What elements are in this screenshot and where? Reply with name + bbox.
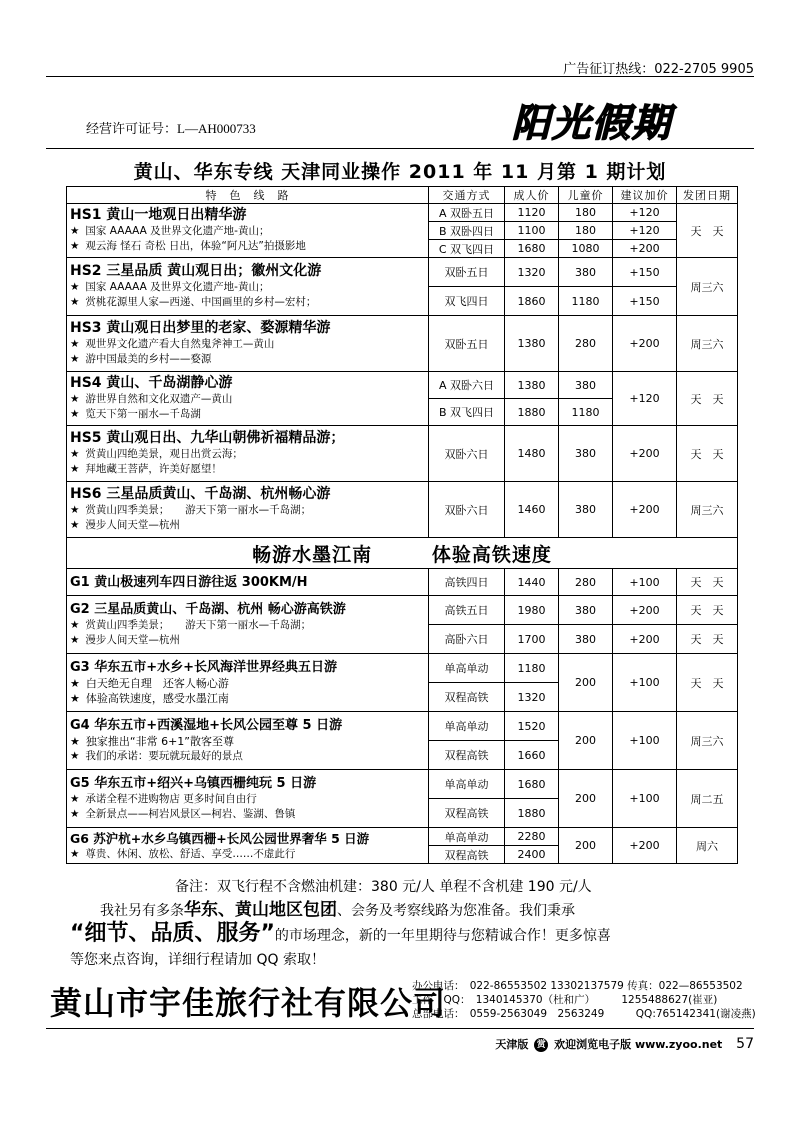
route-bullet: ★ 赏黄山四绝美景，观日出赏云海；	[70, 448, 243, 460]
route-name: HS3 黄山观日出梦里的老家、婺源精华游	[70, 320, 331, 336]
route-bullet: ★ 游中国最美的乡村——婺源	[70, 353, 212, 365]
route-name: HS4 黄山、千岛湖静心游	[70, 375, 233, 391]
adult-price: 1480	[505, 426, 559, 482]
badge-icon: 赏	[534, 1038, 548, 1052]
transport: 双飞四日	[429, 287, 505, 316]
route-name: HS1 黄山一地观日出精华游	[70, 207, 247, 223]
col-route: 特 色 线 路	[67, 187, 429, 204]
route-bullet: ★ 我们的承诺：要玩就玩最好的景点	[70, 750, 243, 762]
table-row	[67, 538, 738, 569]
route-bullet: ★ 赏桃花源里人家—西递、中国画里的乡村—宏村；	[70, 296, 317, 308]
adult-price: 1880	[505, 399, 559, 426]
route-hs4	[67, 372, 429, 426]
route-bullet: ★ 览天下第一丽水—千岛湖	[70, 408, 201, 420]
markup: +200	[613, 316, 677, 372]
route-bullet: ★ 全新景点——柯岩风景区—柯岩、鉴湖、鲁镇	[70, 808, 296, 820]
depart-date: 天 天	[677, 426, 738, 482]
brand-logo: 阳光假期	[512, 101, 673, 145]
promo-highlight: “细节、品质、服务”	[70, 921, 275, 946]
promo-text: 的市场理念，新的一年里期待与您精诚合作！更多惊喜	[274, 928, 611, 944]
markup: +150	[613, 258, 677, 287]
markup: +100	[613, 654, 677, 712]
route-bullet: ★ 尊贵、休闲、放松、舒适、享受……不虚此行	[70, 847, 296, 860]
adult-price: 2280	[505, 828, 559, 846]
route-name: G2 三星品质黄山、千岛湖、杭州 畅心游高铁游	[70, 602, 346, 617]
route-bullet: ★ 体验高铁速度，感受水墨江南	[70, 692, 229, 705]
child-price: 180	[559, 222, 613, 240]
table-row	[67, 482, 738, 538]
markup: +200	[613, 596, 677, 625]
promo-line-3: 等您来点咨询，详细行程请加 QQ 索取！	[70, 952, 325, 968]
markup: +200	[613, 426, 677, 482]
adult-price: 1180	[505, 654, 559, 683]
child-price: 380	[559, 426, 613, 482]
adult-price: 1680	[505, 240, 559, 258]
footer-text: 欢迎浏览电子版 www.zyoo.net	[554, 1038, 723, 1051]
route-g2	[67, 596, 429, 654]
promo-line-2	[70, 922, 750, 948]
banner-right: 体验高铁速度	[431, 543, 552, 566]
transport: 单高单动	[429, 712, 505, 741]
transport: 单高单动	[429, 828, 505, 846]
col-date: 发团日期	[677, 187, 738, 204]
route-bullet: ★ 游世界自然和文化双遗产—黄山	[70, 393, 233, 405]
adult-price: 1100	[505, 222, 559, 240]
depart-date: 周三六	[677, 316, 738, 372]
route-g6	[67, 828, 429, 864]
route-name: G5 华东五市+绍兴+乌镇西栅纯玩 5 日游	[70, 776, 317, 791]
title-rule	[46, 148, 754, 149]
child-price: 1180	[559, 287, 613, 316]
child-price: 280	[559, 569, 613, 596]
route-g1	[67, 569, 429, 596]
route-hs5	[67, 426, 429, 482]
route-hs3	[67, 316, 429, 372]
adult-price: 1700	[505, 625, 559, 654]
adult-price: 1320	[505, 258, 559, 287]
markup: +100	[613, 712, 677, 770]
route-bullet: ★ 拜地藏王菩萨，许美好愿望！	[70, 463, 222, 475]
transport: C 双飞四日	[429, 240, 505, 258]
depart-date: 周二五	[677, 770, 738, 828]
route-name: G1 黄山极速列车四日游往返 300KM/H	[70, 574, 308, 590]
remark-note: 备注：双飞行程不含燃油机建：380 元/人 单程不含机建 190 元/人	[175, 879, 592, 895]
depart-date: 天 天	[677, 596, 738, 625]
child-price: 380	[559, 258, 613, 287]
adult-price: 1460	[505, 482, 559, 538]
section-banner	[67, 538, 738, 569]
transport: 双程高铁	[429, 846, 505, 864]
table-row	[67, 426, 738, 482]
col-adult: 成人价	[505, 187, 559, 204]
promo-line-1	[70, 898, 780, 923]
transport: 双卧五日	[429, 258, 505, 287]
transport: 双卧五日	[429, 316, 505, 372]
route-bullet: ★ 承诺全程不进购物店 更多时间自由行	[70, 793, 257, 805]
route-hs6	[67, 482, 429, 538]
transport: A 双卧五日	[429, 204, 505, 222]
child-price: 280	[559, 316, 613, 372]
route-name: HS2 三星品质 黄山观日出；徽州文化游	[70, 263, 322, 279]
adult-price: 1440	[505, 569, 559, 596]
markup: +100	[613, 770, 677, 828]
transport: 双程高铁	[429, 741, 505, 770]
child-price: 200	[559, 712, 613, 770]
route-table	[66, 186, 738, 864]
route-bullet: ★ 赏黄山四季美景； 游天下第一丽水—千岛湖；	[70, 504, 312, 516]
table-row	[67, 712, 738, 741]
table-row	[67, 316, 738, 372]
page-number: 57	[736, 1036, 754, 1052]
child-price: 200	[559, 654, 613, 712]
table-row	[67, 569, 738, 596]
transport: 双程高铁	[429, 799, 505, 828]
adult-price: 1660	[505, 741, 559, 770]
depart-date: 周三六	[677, 258, 738, 316]
route-name: G3 华东五市+水乡+长风海洋世界经典五日游	[70, 660, 338, 675]
transport: B 双飞四日	[429, 399, 505, 426]
depart-date: 天 天	[677, 625, 738, 654]
markup: +200	[613, 482, 677, 538]
child-price: 380	[559, 596, 613, 625]
transport: 单高单动	[429, 770, 505, 799]
markup: +100	[613, 569, 677, 596]
table-row	[67, 372, 738, 399]
adult-price: 1320	[505, 683, 559, 712]
table-row	[67, 770, 738, 799]
route-g5	[67, 770, 429, 828]
adult-price: 1980	[505, 596, 559, 625]
transport: 双卧六日	[429, 426, 505, 482]
depart-date: 天 天	[677, 204, 738, 258]
adult-price: 1520	[505, 712, 559, 741]
route-bullet: ★ 漫步人间天堂—杭州	[70, 634, 180, 646]
promo-text: 我社另有多条	[100, 903, 184, 919]
footer	[495, 1036, 754, 1052]
transport: 高铁四日	[429, 569, 505, 596]
markup: +120	[613, 222, 677, 240]
transport: 高卧六日	[429, 625, 505, 654]
promo-highlight: 华东、黄山地区包团	[184, 900, 337, 920]
adult-price: 2400	[505, 846, 559, 864]
transport: B 双卧四日	[429, 222, 505, 240]
route-g3	[67, 654, 429, 712]
route-hs1	[67, 204, 429, 258]
adult-price: 1860	[505, 287, 559, 316]
ad-hotline: 广告征订热线：022-2705 9905	[563, 62, 754, 77]
transport: 单高单动	[429, 654, 505, 683]
markup: +200	[613, 240, 677, 258]
child-price: 180	[559, 204, 613, 222]
child-price: 200	[559, 770, 613, 828]
contact-office: 办公电话： 022-86553502 13302137579 传真：022—86553502	[412, 980, 743, 992]
transport: 双卧六日	[429, 482, 505, 538]
child-price: 200	[559, 828, 613, 864]
markup: +120	[613, 372, 677, 426]
depart-date: 周三六	[677, 712, 738, 770]
adult-price: 1380	[505, 316, 559, 372]
route-bullet: ★ 国家 AAAAA 及世界文化遗产地-黄山；	[70, 225, 270, 237]
col-child: 儿童价	[559, 187, 613, 204]
markup: +200	[613, 625, 677, 654]
child-price: 380	[559, 372, 613, 399]
edition-label: 天津版	[495, 1038, 529, 1051]
markup: +120	[613, 204, 677, 222]
depart-date: 天 天	[677, 372, 738, 426]
table-row	[67, 204, 738, 222]
depart-date: 周六	[677, 828, 738, 864]
col-markup: 建议加价	[613, 187, 677, 204]
banner-left: 畅游水墨江南	[252, 543, 373, 566]
depart-date: 天 天	[677, 569, 738, 596]
transport: 高铁五日	[429, 596, 505, 625]
route-name: G6 苏沪杭+水乡乌镇西栅+长风公园世界奢华 5 日游	[70, 830, 370, 846]
route-bullet: ★ 白天绝无自理 还客人畅心游	[70, 677, 229, 690]
table-row	[67, 828, 738, 846]
route-bullet: ★ 国家 AAAAA 及世界文化遗产地-黄山；	[70, 281, 270, 293]
promo-text: 、会务及考察线路为您准备。我们秉承	[337, 903, 575, 919]
route-bullet: ★ 赏黄山四季美景； 游天下第一丽水—千岛湖；	[70, 619, 312, 631]
license-number: 经营许可证号：L—AH000733	[86, 121, 256, 136]
table-row	[67, 258, 738, 287]
route-name: HS6 三星品质黄山、千岛湖、杭州畅心游	[70, 486, 331, 502]
route-bullet: ★ 漫步人间天堂—杭州	[70, 519, 180, 531]
route-g4	[67, 712, 429, 770]
route-hs2	[67, 258, 429, 316]
adult-price: 1380	[505, 372, 559, 399]
route-name: G4 华东五市+西溪湿地+长风公园至尊 5 日游	[70, 718, 343, 733]
route-bullet: ★ 观世界文化遗产看大自然鬼斧神工—黄山	[70, 338, 275, 350]
child-price: 1180	[559, 399, 613, 426]
footer-rule	[46, 1028, 754, 1029]
contact-hq: 总部电话： 0559-2563049 2563249 QQ:765142341(谢凌燕)	[412, 1008, 756, 1020]
child-price: 380	[559, 625, 613, 654]
adult-price: 1120	[505, 204, 559, 222]
col-transport: 交通方式	[429, 187, 505, 204]
contact-qq: 工作 QQ： 1340145370（杜和广） 1255488627(崔亚)	[412, 994, 718, 1006]
depart-date: 天 天	[677, 654, 738, 712]
markup: +150	[613, 287, 677, 316]
child-price: 380	[559, 482, 613, 538]
table-row	[67, 654, 738, 683]
child-price: 1080	[559, 240, 613, 258]
route-bullet: ★ 观云海 怪石 奇松 日出，体验“阿凡达”拍摄影地	[70, 240, 306, 252]
markup: +200	[613, 828, 677, 864]
company-name: 黄山市宇佳旅行社有限公司	[50, 984, 447, 1022]
transport: A 双卧六日	[429, 372, 505, 399]
table-header	[67, 187, 738, 204]
top-rule	[46, 76, 754, 77]
transport: 双程高铁	[429, 683, 505, 712]
route-name: HS5 黄山观日出、九华山朝佛祈福精品游；	[70, 430, 345, 446]
adult-price: 1680	[505, 770, 559, 799]
route-bullet: ★ 独家推出“非常 6+1”散客至尊	[70, 735, 234, 748]
plan-title: 黄山、华东专线 天津同业操作 2011 年 11 月第 1 期计划	[133, 161, 667, 183]
depart-date: 周三六	[677, 482, 738, 538]
adult-price: 1880	[505, 799, 559, 828]
table-row	[67, 596, 738, 625]
